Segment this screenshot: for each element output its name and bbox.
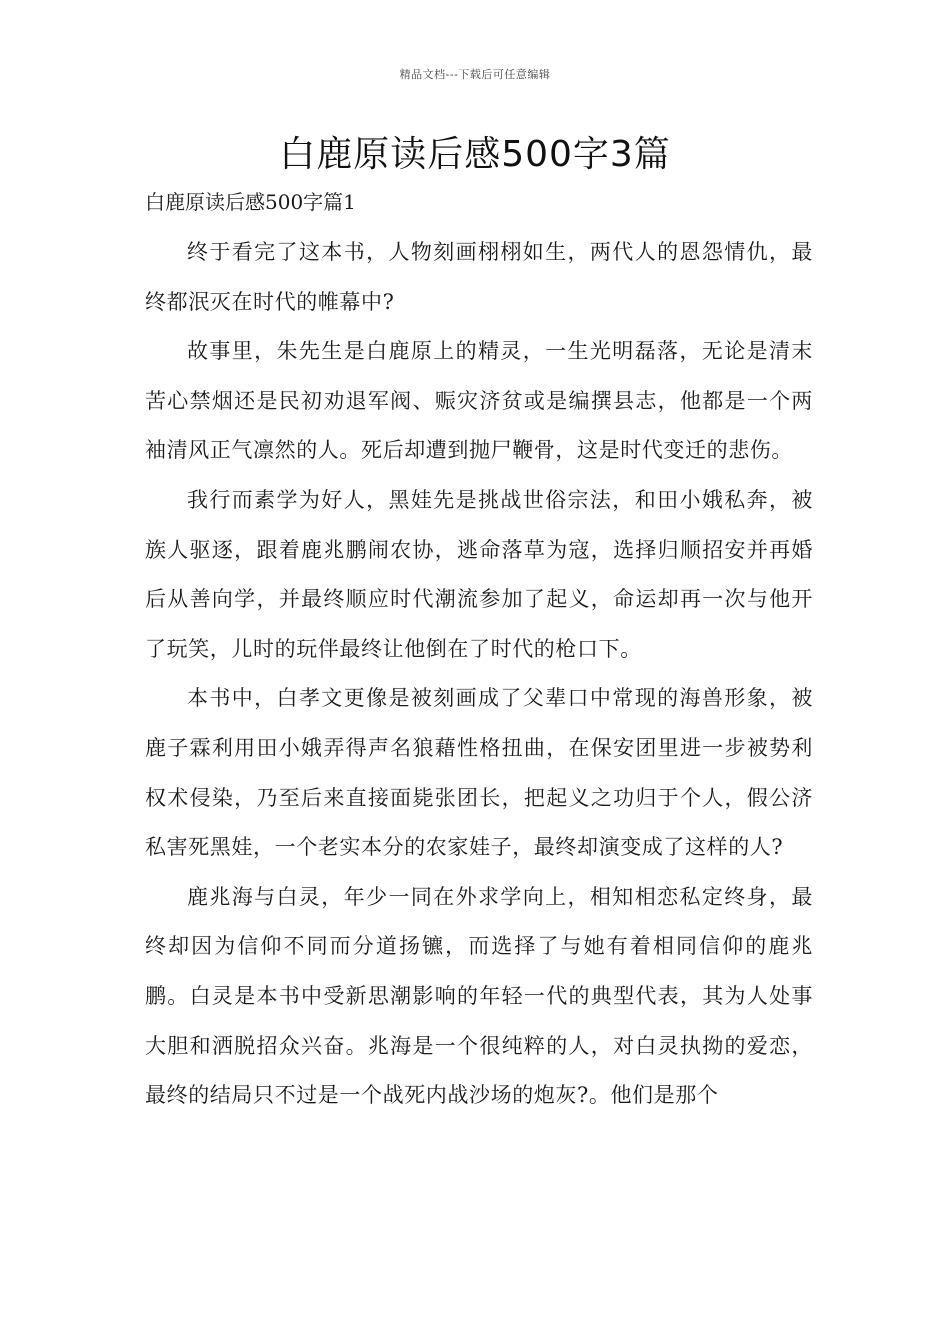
header-note: 精品文档---下载后可任意编辑	[399, 68, 551, 81]
body-text	[145, 228, 813, 1121]
paragraph-5: 鹿兆海与白灵，年少一同在外求学向上，相知相恋私定终身，最终却因为信仰不同而分道扬镳，而选择了与她有着相同信仰的鹿兆鹏。白灵是本书中受新思潮影响的年轻一代的典型代表，其为人处事大胆和洒脱招众兴奋。兆海是一个很纯粹的人，对白灵执拗的爱恋，最终的结局只不过是一个战死内战沙场的炮灰?。他们是那个	[145, 884, 813, 1108]
paragraph-1: 终于看完了这本书，人物刻画栩栩如生，两代人的恩怨情仇，最终都泯灭在时代的帷幕中?	[145, 240, 813, 314]
document-title: 白鹿原读后感500字3篇	[279, 134, 671, 175]
paragraph-3: 我行而素学为好人，黑娃先是挑战世俗宗法，和田小娥私奔，被族人驱逐，跟着鹿兆鹏闹农协，逃命落草为寇，选择归顺招安并再婚后从善向学，并最终顺应时代潮流参加了起义，命运却再一次与他开了玩笑，儿时的玩伴最终让他倒在了时代的枪口下。	[145, 487, 813, 661]
paragraph-2: 故事里，朱先生是白鹿原上的精灵，一生光明磊落，无论是清末苦心禁烟还是民初劝退军阀、赈灾济贫或是编撰县志，他都是一个两袖清风正气凛然的人。死后却遭到抛尸鞭骨，这是时代变迁的悲伤。	[145, 339, 813, 463]
section-heading: 白鹿原读后感500字篇1	[145, 190, 356, 214]
paragraph-4: 本书中，白孝文更像是被刻画成了父辈口中常现的海兽形象，被鹿子霖利用田小娥弄得声名狼藉性格扭曲，在保安团里进一步被势利权术侵染，乃至后来直接面毙张团长，把起义之功归于个人，假公济私害死黑娃，一个老实本分的农家娃子，最终却演变成了这样的人?	[145, 686, 813, 860]
